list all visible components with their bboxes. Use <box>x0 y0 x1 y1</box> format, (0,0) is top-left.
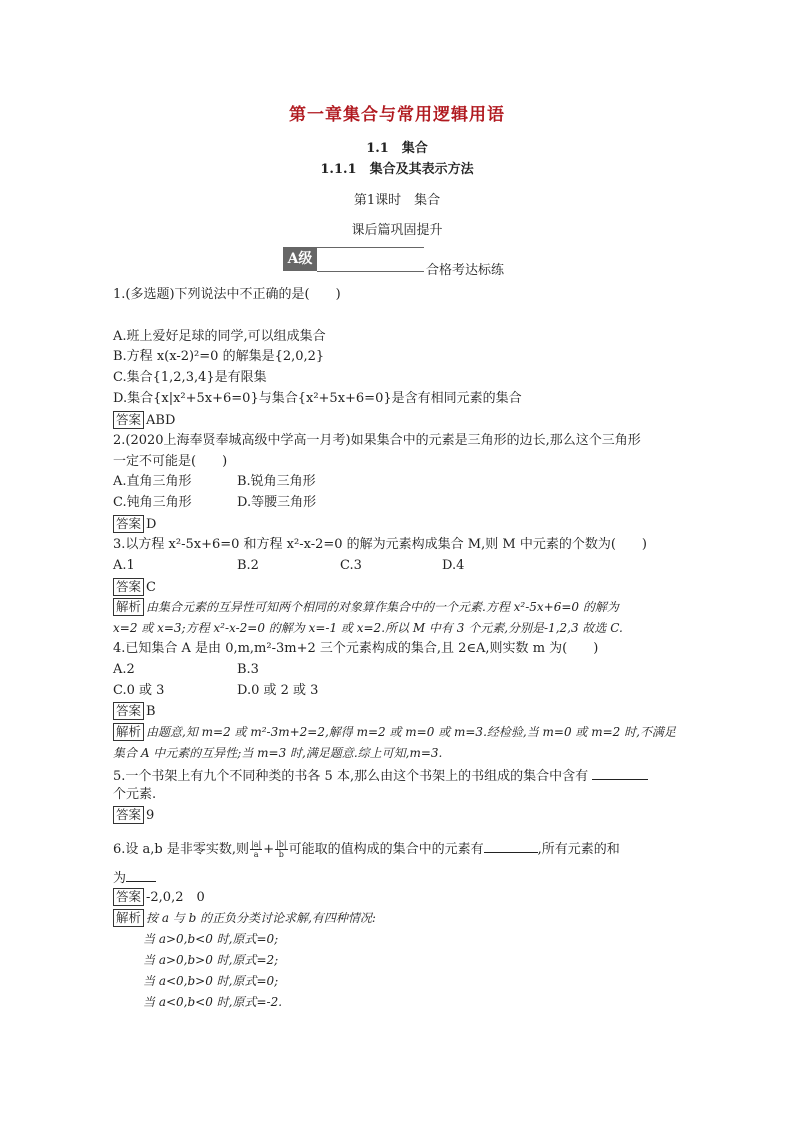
analysis-tag: 解析 <box>113 723 144 741</box>
q6-fraction-b <box>275 840 288 859</box>
q6-answer: -2,0,2 0 <box>146 890 205 905</box>
q6-stem-mid: 可能取的值构成的集合中的元素有 <box>288 842 484 857</box>
q4-analysis-line2: 集合 A 中元素的互异性;当 m=3 时,满足题意.综上可知,m=3. <box>113 746 443 760</box>
q5-stem-line2: 个元素. <box>113 787 157 802</box>
q6-blank-elements <box>484 838 538 853</box>
q5-stem-text: 5.一个书架上有九个不同种类的书各 5 本,那么由这个书架上的书组成的集合中含有 <box>113 769 589 784</box>
q6-blank-sum <box>126 867 156 882</box>
q5-stem-line1 <box>113 765 648 786</box>
level-label: 合格考达标练 <box>426 263 505 278</box>
q6-stem-line2 <box>113 867 156 888</box>
q1-option-b: B.方程 x(x-2)²=0 的解集是{2,0,2} <box>113 349 325 364</box>
lesson-title: 第1课时 集合 <box>353 193 441 208</box>
q6-stem-post: ,所有元素的和 <box>537 842 620 857</box>
answer-tag: 答案 <box>113 888 144 906</box>
q2-option-c: C.钝角三角形 <box>113 495 192 510</box>
q3-answer-row <box>113 578 156 597</box>
section-title: 1.1 集合 <box>366 141 428 156</box>
q1-option-a: A.班上爱好足球的同学,可以组成集合 <box>113 329 326 344</box>
q4-option-a: A.2 <box>113 662 135 677</box>
answer-tag: 答案 <box>113 806 144 824</box>
q6-case-3: 当 a<0,b>0 时,原式=0; <box>143 974 279 988</box>
practice-title: 课后篇巩固提升 <box>351 223 443 238</box>
q4-option-c: C.0 或 3 <box>113 683 165 698</box>
q6-frac-a-denominator: a <box>253 850 259 859</box>
q4-option-b: B.3 <box>237 662 259 677</box>
q2-option-a: A.直角三角形 <box>113 474 192 489</box>
q2-option-b: B.锐角三角形 <box>237 474 316 489</box>
q3-stem: 3.以方程 x²-5x+6=0 和方程 x²-x-2=0 的解为元素构成集合 M,则 M 中元素的个数为( ) <box>113 537 647 552</box>
answer-tag: 答案 <box>113 578 144 596</box>
q2-stem-line2: 一定不可能是( ) <box>113 454 228 469</box>
q2-answer-row <box>113 515 156 534</box>
q6-answer-row <box>113 888 205 907</box>
q3-answer: C <box>146 580 156 595</box>
q6-case-1: 当 a>0,b<0 时,原式=0; <box>143 932 279 946</box>
q4-answer-row <box>113 702 156 721</box>
level-divider-bottom <box>317 271 424 272</box>
q6-frac-b-denominator: b <box>278 850 284 859</box>
q3-option-b: B.2 <box>237 558 259 573</box>
q1-answer-row <box>113 411 175 430</box>
q6-frac-a-numerator: |a| <box>251 840 262 849</box>
level-divider-top <box>317 247 424 248</box>
q5-answer: 9 <box>146 808 155 823</box>
q4-analysis-row <box>113 723 676 741</box>
q3-option-a: A.1 <box>113 558 135 573</box>
q6-analysis-row <box>113 909 376 927</box>
q6-frac-b-numerator: |b| <box>276 840 287 849</box>
q3-analysis-line2: x=2 或 x=3;方程 x²-x-2=0 的解为 x=-1 或 x=2.所以 M 中有 3 个元素,分别是-1,2,3 故选 C. <box>113 621 623 635</box>
q6-stem2-text: 为 <box>113 871 127 886</box>
q6-analysis-text: 按 a 与 b 的正负分类讨论求解,有四种情况: <box>146 911 376 925</box>
q1-option-d: D.集合{x|x²+5x+6=0}与集合{x²+5x+6=0}是含有相同元素的集合 <box>113 391 522 406</box>
q3-analysis-line1: 由集合元素的互异性可知两个相同的对象算作集合中的一个元素.方程 x²-5x+6=0 的解为 <box>146 600 619 614</box>
q6-case-2: 当 a>0,b>0 时,原式=2; <box>143 953 279 967</box>
q1-stem: 1.(多选题)下列说法中不正确的是( ) <box>113 287 341 302</box>
analysis-tag: 解析 <box>113 909 144 927</box>
q6-stem-line1 <box>113 838 620 859</box>
q1-answer: ABD <box>146 413 176 428</box>
q4-option-d: D.0 或 2 或 3 <box>237 683 319 698</box>
q6-stem-pre: 6.设 a,b 是非零实数,则 <box>113 842 250 857</box>
q2-option-d: D.等腰三角形 <box>237 495 317 510</box>
q6-plus: + <box>263 842 275 857</box>
q1-option-c: C.集合{1,2,3,4}是有限集 <box>113 370 267 385</box>
q2-answer: D <box>146 517 157 532</box>
subsection-title: 1.1.1 集合及其表示方法 <box>320 162 474 177</box>
chapter-title: 第一章集合与常用逻辑用语 <box>289 105 505 125</box>
q5-answer-blank <box>592 765 648 780</box>
q5-answer-row <box>113 806 154 825</box>
answer-tag: 答案 <box>113 515 144 533</box>
q4-answer: B <box>146 704 156 719</box>
level-badge: A级 <box>283 247 317 271</box>
answer-tag: 答案 <box>113 411 144 429</box>
q4-stem: 4.已知集合 A 是由 0,m,m²-3m+2 三个元素构成的集合,且 2∈A,则实数 m 为( ) <box>113 641 599 656</box>
q3-analysis-row <box>113 598 619 616</box>
q3-option-c: C.3 <box>340 558 362 573</box>
answer-tag: 答案 <box>113 702 144 720</box>
q2-stem-line1: 2.(2020上海奉贤奉城高级中学高一月考)如果集合中的元素是三角形的边长,那么这个三角形 <box>113 433 641 448</box>
q6-fraction-a <box>250 840 262 859</box>
q4-analysis-line1: 由题意,知 m=2 或 m²-3m+2=2,解得 m=2 或 m=0 或 m=3.经检验,当 m=0 或 m=2 时,不满足 <box>146 725 676 739</box>
q3-option-d: D.4 <box>442 558 465 573</box>
q6-case-4: 当 a<0,b<0 时,原式=-2. <box>143 995 283 1009</box>
analysis-tag: 解析 <box>113 598 144 616</box>
